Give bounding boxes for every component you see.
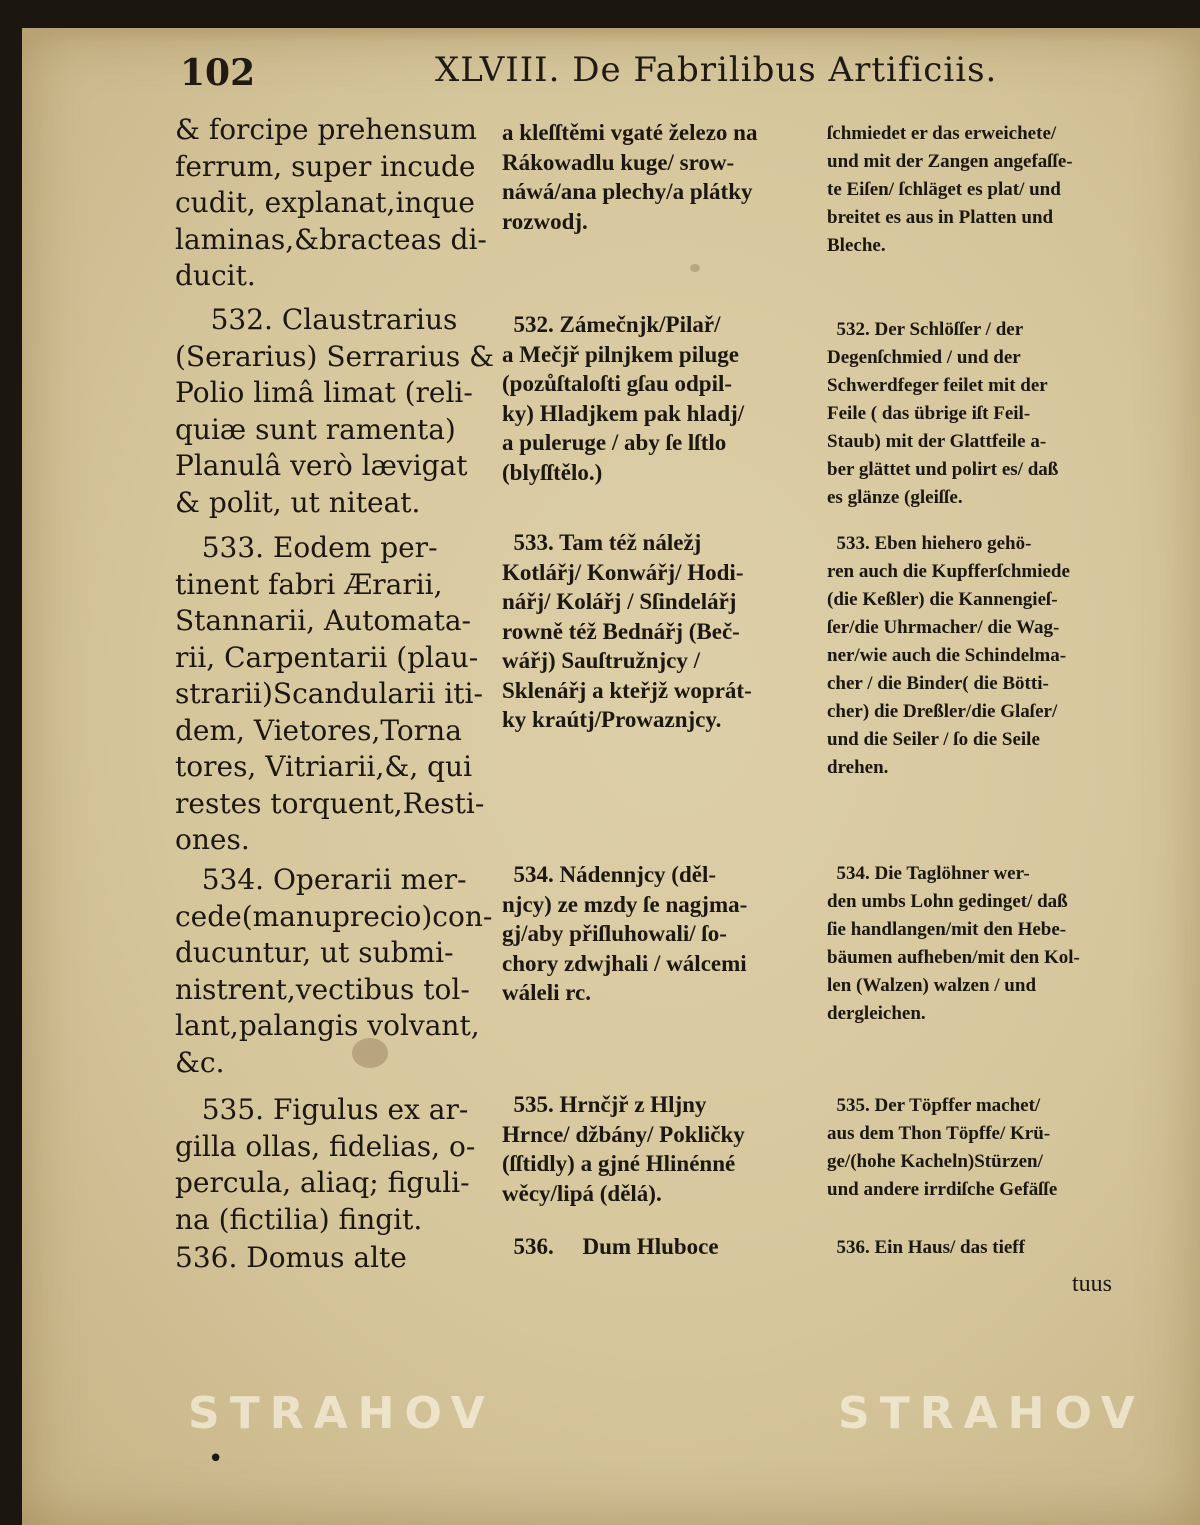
german-para-533: 533. Eben hiehero gehö- ren auch die Kupfferſchmiede (die Keßler) die Kannengieſ- ſer/die Uhrmacher/ die Wag- ner/wie auch die Schindelma- cher / die Binder( die Bötti- cher) die Dreßler/die Glaſer/ und die Seiler / ſo die Seile drehen.	[827, 533, 1070, 778]
czech-para-536: 536. Dum Hluboce	[502, 1234, 719, 1259]
ink-stain	[690, 264, 700, 272]
german-para-531: ſchmiedet er das erweichete/ und mit der Zangen angefaſſe- te Eiſen/ ſchläget es plat/ und breitet es aus in Platten und Bleche.	[827, 123, 1073, 256]
latin-para-533: 533. Eodem per- tinent fabri Ærarii, Stannarii, Automata- rii, Carpentarii (plau- strarii)Scandularii iti- dem, Vietores,Torna tores, Vitriarii,&, qui restes torquent,Resti- ones.	[175, 531, 485, 856]
latin-para-534: 534. Operarii mer- cede(manuprecio)con- ducuntur, ut submi- nistrent,vectibus tol- lant,palangis volvant, &c.	[175, 863, 493, 1079]
german-para-534: 534. Die Taglöhner wer- den umbs Lohn gedinget/ daß ſie handlangen/mit den Hebe- bäumen aufheben/mit den Kol- len (Walzen) walzen / und dergleichen.	[827, 863, 1080, 1024]
german-para-535: 535. Der Töpffer machet/ aus dem Thon Töpffe/ Krü- ge/(hohe Kacheln)Stürzen/ und andere irrdiſche Gefäſſe	[827, 1095, 1058, 1200]
running-title: XLVIII. De Fabrilibus Artificiis.	[435, 50, 998, 90]
latin-para-532: 532. Claustrarius (Serarius) Serrarius & Polio limâ limat (reli- quiæ sunt ramenta) Planulâ verò lævigat & polit, ut niteat.	[175, 303, 495, 519]
bullet-mark: •	[208, 1444, 224, 1474]
czech-para-535: 535. Hrnčjř z Hljny Hrnce/ džbány/ Pokličky (ſſtidly) a gjné Hlinénné wěcy/lipá (dělá).	[502, 1092, 745, 1206]
page-number: 102	[180, 52, 256, 94]
czech-para-534: 534. Nádennjcy (děl- njcy) ze mzdy ſe nagjma- gj/aby přiſluhowali/ ſo- chory zdwjhali / wálcemi wáleli rc.	[502, 862, 748, 1005]
german-para-532: 532. Der Schlöſſer / der Degenſchmied / und der Schwerdfeger feilet mit der Feile ( das übrige iſt Feil- Staub) mit der Glattfeile a- ber glättet und polirt es/ daß es glänze (gleiſſe.	[827, 319, 1059, 508]
catchword: tuus	[1072, 1271, 1113, 1297]
czech-para-533: 533. Tam též náležj Kotlářj/ Konwářj/ Hodi- nářj/ Kolářj / Sſindelářj rowně též Bednářj (Beč- wářj) Sauſtružnjcy / Sklenářj a kteřjž woprát- ky kraútj/Prowaznjcy.	[502, 530, 752, 732]
page-header	[180, 50, 1080, 100]
strahov-watermark: STRAHOV	[188, 1388, 495, 1439]
page-edge-shadow	[22, 28, 1200, 42]
strahov-watermark: STRAHOV	[838, 1388, 1145, 1439]
czech-para-532: 532. Zámečnjk/Pilař/ a Mečjř pilnjkem piluge (pozůſtaloſti gſau odpil- ky) Hladjkem pak hladj/ a puleruge / aby ſe lſtlo (blyſſtělo.)	[502, 312, 745, 485]
latin-para-531: & forcipe prehensum ferrum, super incude cudit, explanat,inque laminas,&bracteas di- ducit.	[175, 113, 487, 292]
latin-para-536: 536. Domus alte	[175, 1241, 407, 1274]
german-para-536: 536. Ein Haus/ das tieff	[827, 1237, 1025, 1258]
czech-para-531: a kleſſtěmi vgaté železo na Rákowadlu kuge/ srow- náwá/ana plechy/a plátky rozwodj.	[502, 120, 758, 234]
latin-para-535: 535. Figulus ex ar- gilla ollas, fidelias, o- percula, aliaq; figuli- na (fictilia) fingit.	[175, 1093, 476, 1236]
